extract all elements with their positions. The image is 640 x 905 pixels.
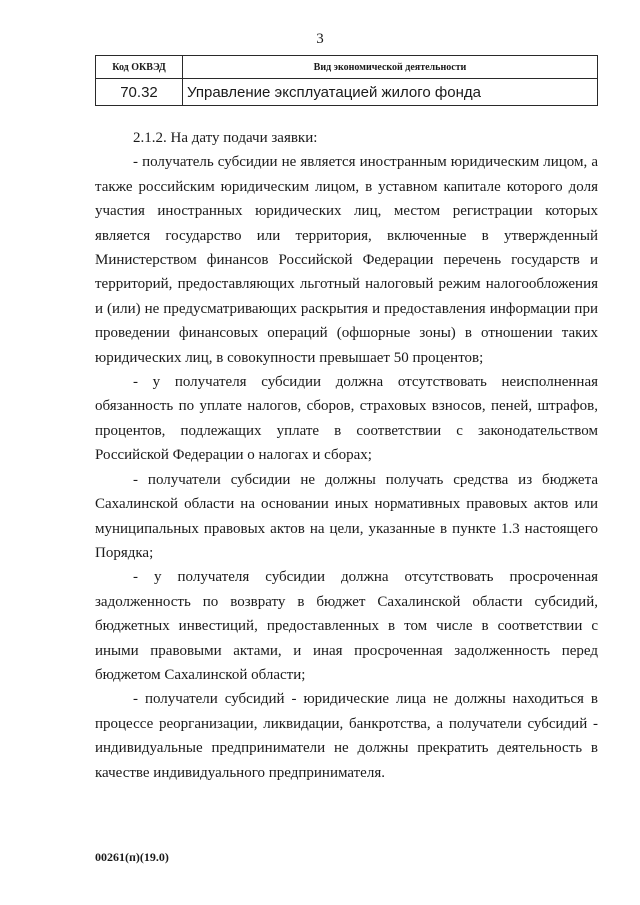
- document-body: [95, 126, 598, 785]
- paragraph-reorganization: - получатели субсидий - юридические лица не должны находиться в процессе реорганизации, ликвидации, банкротства, а получатели субсидий - индивидуальные предприниматели не должны прекратить деятельность в качестве индивидуального предпринимателя.: [95, 691, 598, 781]
- paragraph-tax-obligations: - у получателя субсидии должна отсутствовать неисполненная обязанность по уплате налогов, сборов, страховых взносов, пеней, штрафов, процентов, подлежащих уплате в соответствии с законодательством Российской Федерации о налогах и сборах;: [95, 374, 598, 464]
- paragraph-foreign-entity: - получатель субсидии не является иностранным юридическим лицом, а также российским юридическим лицом, в уставном капитале которого доля участия иностранных юридических лиц, местом регистрации которых является государство или территория, включенные в утвержденный Министерством финансов Российской Федерации перечень государств и территорий, предоставляющих льготный налоговый режим налогообложения и (или) не предусматривающих раскрытия и предоставления информации при проведении финансовых операций (офшорные зоны) в отношении таких юридических лиц, в совокупности превышает 50 процентов;: [95, 154, 598, 366]
- column-header-activity: Вид экономической деятельности: [183, 56, 598, 79]
- table-header-row: [96, 56, 598, 79]
- paragraph-overdue-debt: - у получателя субсидии должна отсутствовать просроченная задолженность по возврату в бюджет Сахалинской области субсидий, бюджетных инвестиций, предоставленных в том числе в соответствии с иными правовыми актами, и иная просроченная задолженность перед бюджетом Сахалинской области;: [95, 569, 598, 683]
- okved-table: [95, 55, 598, 106]
- activity-cell: Управление эксплуатацией жилого фонда: [183, 79, 598, 106]
- paragraph-budget-funds: - получатели субсидии не должны получать средства из бюджета Сахалинской области на основании иных нормативных правовых актов или муниципальных правовых актов на цели, указанные в пункте 1.3 настоящего Порядка;: [95, 471, 598, 561]
- page-number: 3: [316, 31, 324, 47]
- section-heading: 2.1.2. На дату подачи заявки:: [133, 130, 318, 146]
- document-footer-code: 00261(п)(19.0): [95, 850, 169, 864]
- table-row: [96, 79, 598, 106]
- okved-code-cell: 70.32: [96, 79, 183, 106]
- column-header-code: Код ОКВЭД: [96, 56, 183, 79]
